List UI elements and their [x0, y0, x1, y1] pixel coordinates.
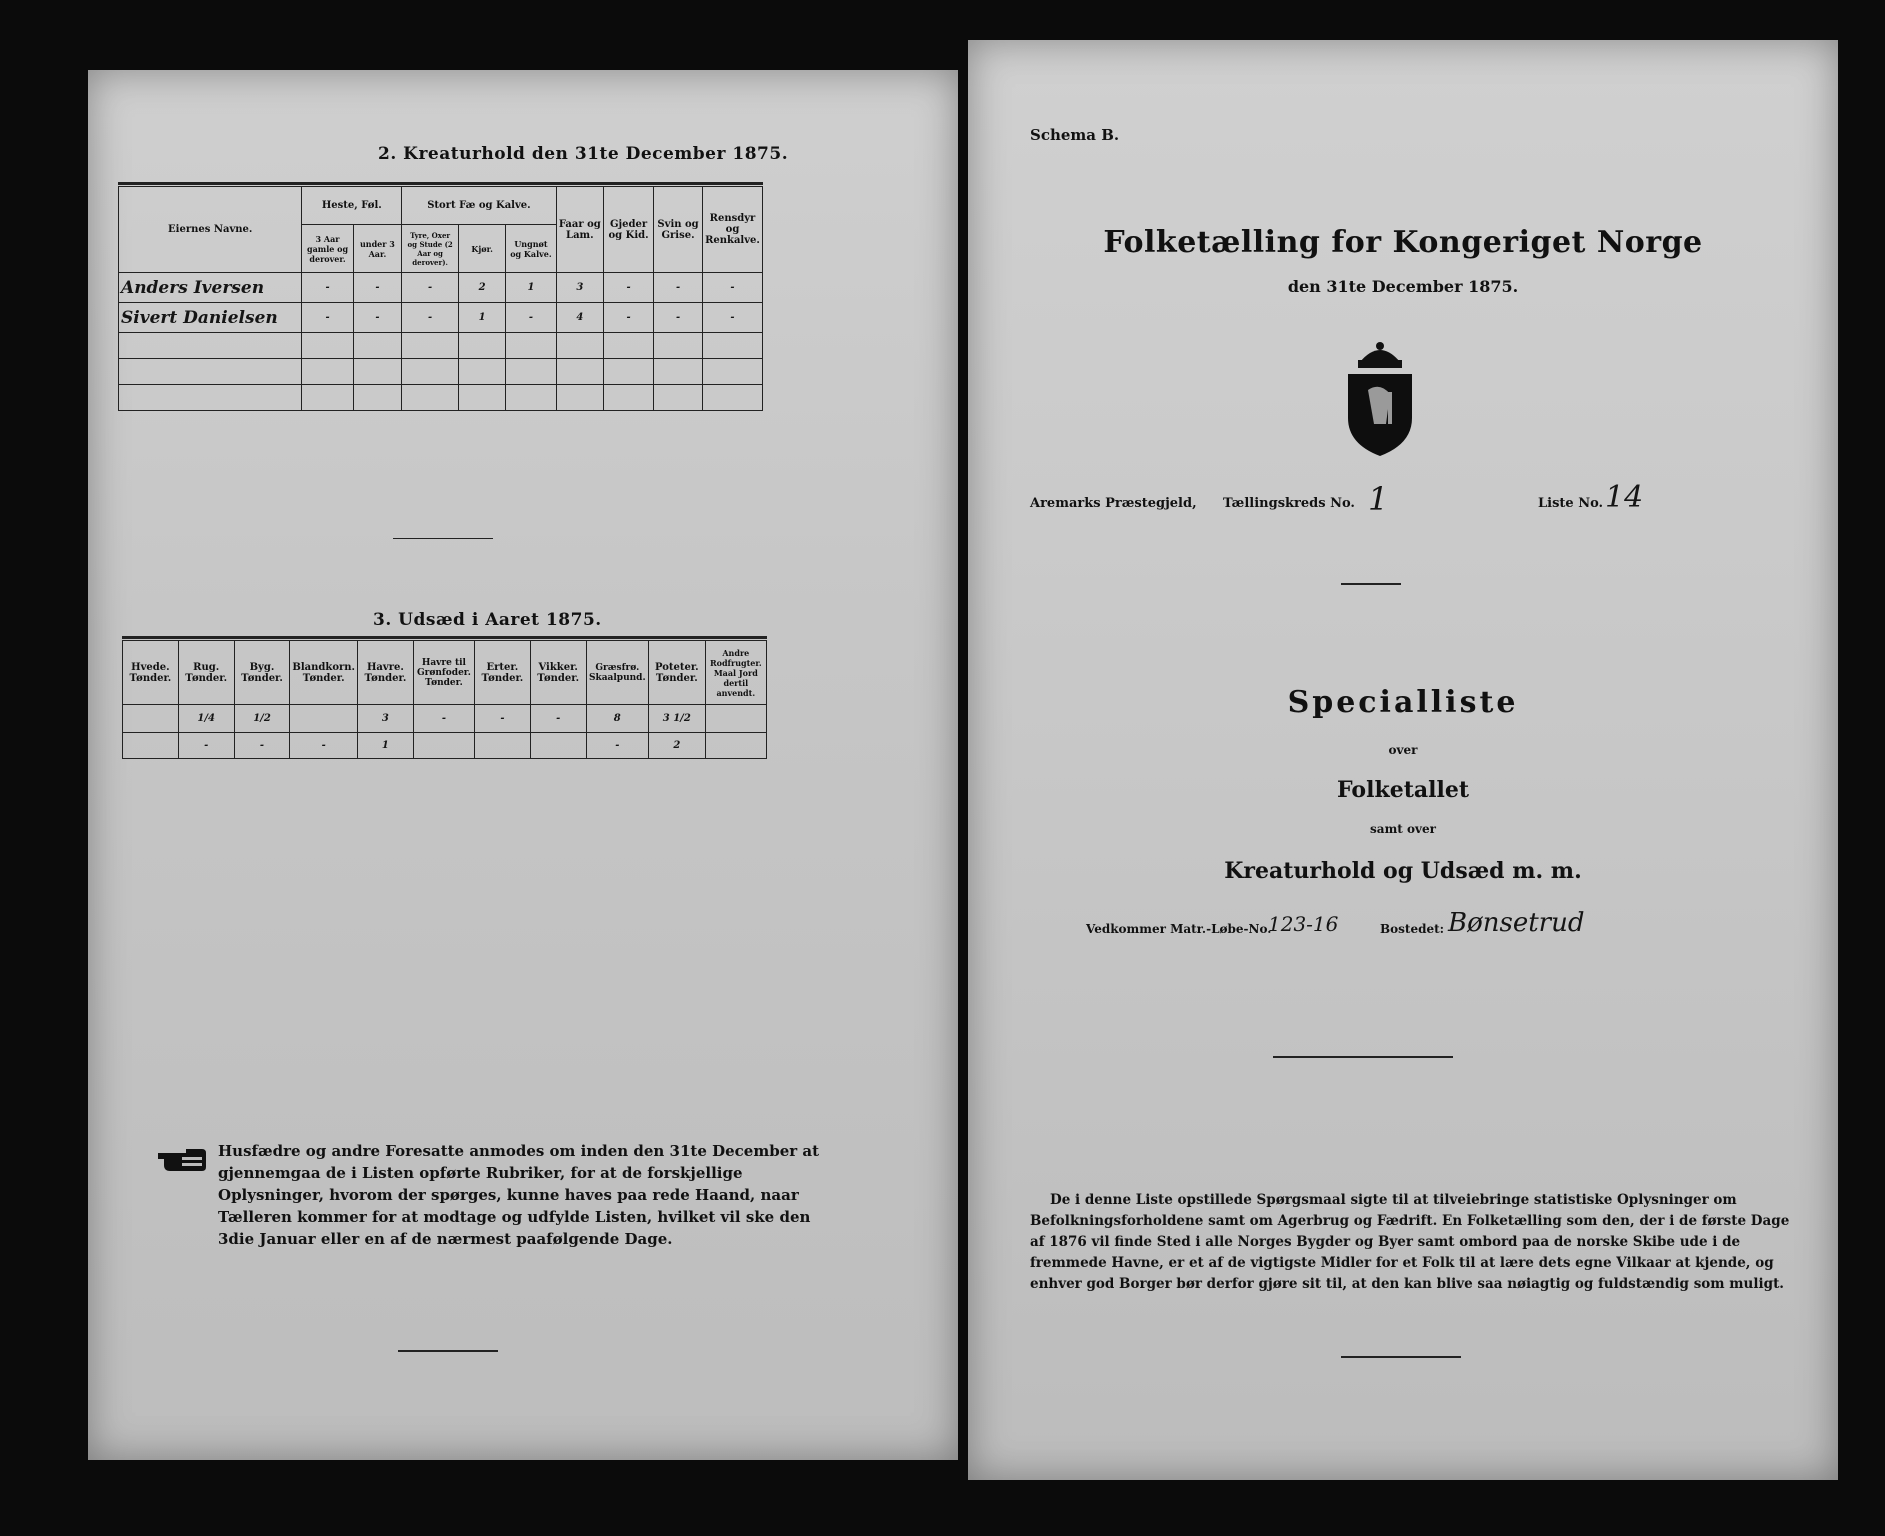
matr-value: 123-16 [1268, 912, 1339, 936]
col-horses-young: under 3 Aar. [353, 225, 402, 273]
explanatory-text: De i denne Liste opstillede Spørgsmaal sigte til at tilveiebringe statistiske Oplysninger om Befolkningsforholdene samt om Agerbrug og Fædrift. En Folketælling som den, der i de første Dage af 1876 vil finde Sted i alle Norges Bygder og Byer samt ombord paa de norske Skibe ude i de fremmede Havne, er et af de vigtigste Midler for et Folk til at lære dets egne Vilkaar at kjende, og enhver god Borger bør derfor gjøre sit til, at den kan blive saa nøiagtig og fuldstændig som muligt. [1030, 1192, 1790, 1292]
table-row [119, 273, 763, 303]
specialliste-title: Specialliste [1287, 685, 1519, 720]
matr-label: Vedkommer Matr.-Løbe-No. [1086, 922, 1272, 936]
group-horses: Heste, Føl. [302, 187, 402, 225]
col-mixed-grain: Blandkorn. Tønder. [290, 641, 358, 705]
divider [1341, 583, 1401, 585]
sowing-heading: 3. Udsæd i Aaret 1875. [373, 610, 602, 630]
table-row [119, 333, 763, 359]
livestock-top-rule [118, 182, 763, 185]
divider [393, 538, 493, 539]
notice-text: Husfædre og andre Foresatte anmodes om inden den 31te December at gjennemgaa de i Listen opførte Rubriker, for at de forskjellige Oplysninger, hvorom der spørges, kunne haves paa rede Haand, naar Tælleren kommer for at modtage og udfylde Listen, hvilket vil ske den 3die Januar eller en af de nærmest paafølgende Dage. [218, 1142, 820, 1248]
divider [398, 1350, 498, 1352]
livestock-table [118, 186, 763, 411]
cell [705, 705, 766, 733]
divider [1341, 1356, 1461, 1358]
cell: 3 [556, 273, 603, 303]
cell: - [353, 273, 402, 303]
table-row [123, 733, 767, 759]
census-date: den 31te December 1875. [1287, 277, 1519, 296]
col-cows: Kjør. [459, 225, 506, 273]
cell: 2 [459, 273, 506, 303]
cell: - [586, 733, 648, 759]
cell: 1/2 [234, 705, 290, 733]
cell: 1/4 [178, 705, 234, 733]
cell: - [702, 273, 762, 303]
bosted-value: Bønsetrud [1448, 908, 1585, 938]
left-page [88, 70, 958, 1460]
cell [290, 705, 358, 733]
bleed-through-text [96, 160, 110, 199]
col-goats: Gjeder og Kid. [604, 187, 654, 273]
col-other-roots: Andre Rodfrugter. Maal Jord dertil anvendt. [705, 641, 766, 705]
cell: - [302, 303, 353, 333]
list-label: Liste No. [1538, 496, 1604, 511]
col-oats: Havre. Tønder. [358, 641, 414, 705]
over-1: over [1388, 743, 1418, 757]
table-row [119, 385, 763, 411]
cell: - [604, 303, 654, 333]
kreaturhold-title: Kreaturhold og Udsæd m. m. [1224, 858, 1582, 884]
cell: 3 1/2 [648, 705, 705, 733]
table-row [119, 359, 763, 385]
cell [530, 733, 586, 759]
cell: 1 [459, 303, 506, 333]
cell [705, 733, 766, 759]
cell [123, 705, 179, 733]
cell: 2 [648, 733, 705, 759]
divider [1273, 1056, 1453, 1058]
cell: 8 [586, 705, 648, 733]
col-green-oats: Havre til Grønfoder. Tønder. [413, 641, 474, 705]
col-reindeer: Rensdyr og Renkalve. [702, 187, 762, 273]
pointing-hand-icon [156, 1145, 208, 1179]
col-wheat: Hvede. Tønder. [123, 641, 179, 705]
cell [413, 733, 474, 759]
group-cattle: Stort Fæ og Kalve. [402, 187, 556, 225]
cell: - [604, 273, 654, 303]
cell: - [402, 273, 459, 303]
col-bulls: Tyre, Oxer og Stude (2 Aar og derover). [402, 225, 459, 273]
cell: - [302, 273, 353, 303]
owner-name: Sivert Danielsen [119, 303, 302, 333]
owner-name: Anders Iversen [119, 273, 302, 303]
page-title: Folketælling for Kongeriget Norge [1103, 225, 1703, 260]
col-rye: Rug. Tønder. [178, 641, 234, 705]
cell: - [654, 303, 703, 333]
schema-label: Schema B. [1030, 126, 1120, 144]
coat-of-arms-icon [1340, 340, 1420, 462]
cell: - [702, 303, 762, 333]
col-pigs: Svin og Grise. [654, 187, 703, 273]
cell [123, 733, 179, 759]
table-row [123, 705, 767, 733]
cell: - [506, 303, 556, 333]
col-peas: Erter. Tønder. [475, 641, 531, 705]
cell: - [413, 705, 474, 733]
col-sheep: Faar og Lam. [556, 187, 603, 273]
cell: 4 [556, 303, 603, 333]
cell: - [475, 705, 531, 733]
col-vetch: Vikker. Tønder. [530, 641, 586, 705]
parish-label: Aremarks Præstegjeld, [1030, 496, 1197, 511]
right-page [968, 40, 1838, 1480]
cell: - [654, 273, 703, 303]
sowing-table [122, 640, 767, 759]
cell [475, 733, 531, 759]
cell: 1 [358, 733, 414, 759]
col-barley: Byg. Tønder. [234, 641, 290, 705]
cell: - [402, 303, 459, 333]
livestock-heading: 2. Kreaturhold den 31te December 1875. [378, 144, 789, 164]
col-grass-seed: Græsfrø. Skaalpund. [586, 641, 648, 705]
district-value: 1 [1368, 480, 1389, 518]
samt-over: samt over [1370, 822, 1436, 836]
col-potatoes: Poteter. Tønder. [648, 641, 705, 705]
district-label: Tællingskreds No. [1223, 496, 1355, 511]
cell: - [353, 303, 402, 333]
cell: - [178, 733, 234, 759]
folketallet-title: Folketallet [1337, 777, 1469, 803]
cell: - [530, 705, 586, 733]
cell: - [290, 733, 358, 759]
col-horses-old: 3 Aar gamle og derover. [302, 225, 353, 273]
col-young-cattle: Ungnøt og Kalve. [506, 225, 556, 273]
col-owner: Eiernes Navne. [119, 187, 302, 273]
bosted-label: Bostedet: [1380, 922, 1445, 936]
cell: 3 [358, 705, 414, 733]
list-value: 14 [1605, 480, 1644, 515]
sowing-top-rule [122, 636, 767, 639]
cell: - [234, 733, 290, 759]
table-row [119, 303, 763, 333]
cell: 1 [506, 273, 556, 303]
